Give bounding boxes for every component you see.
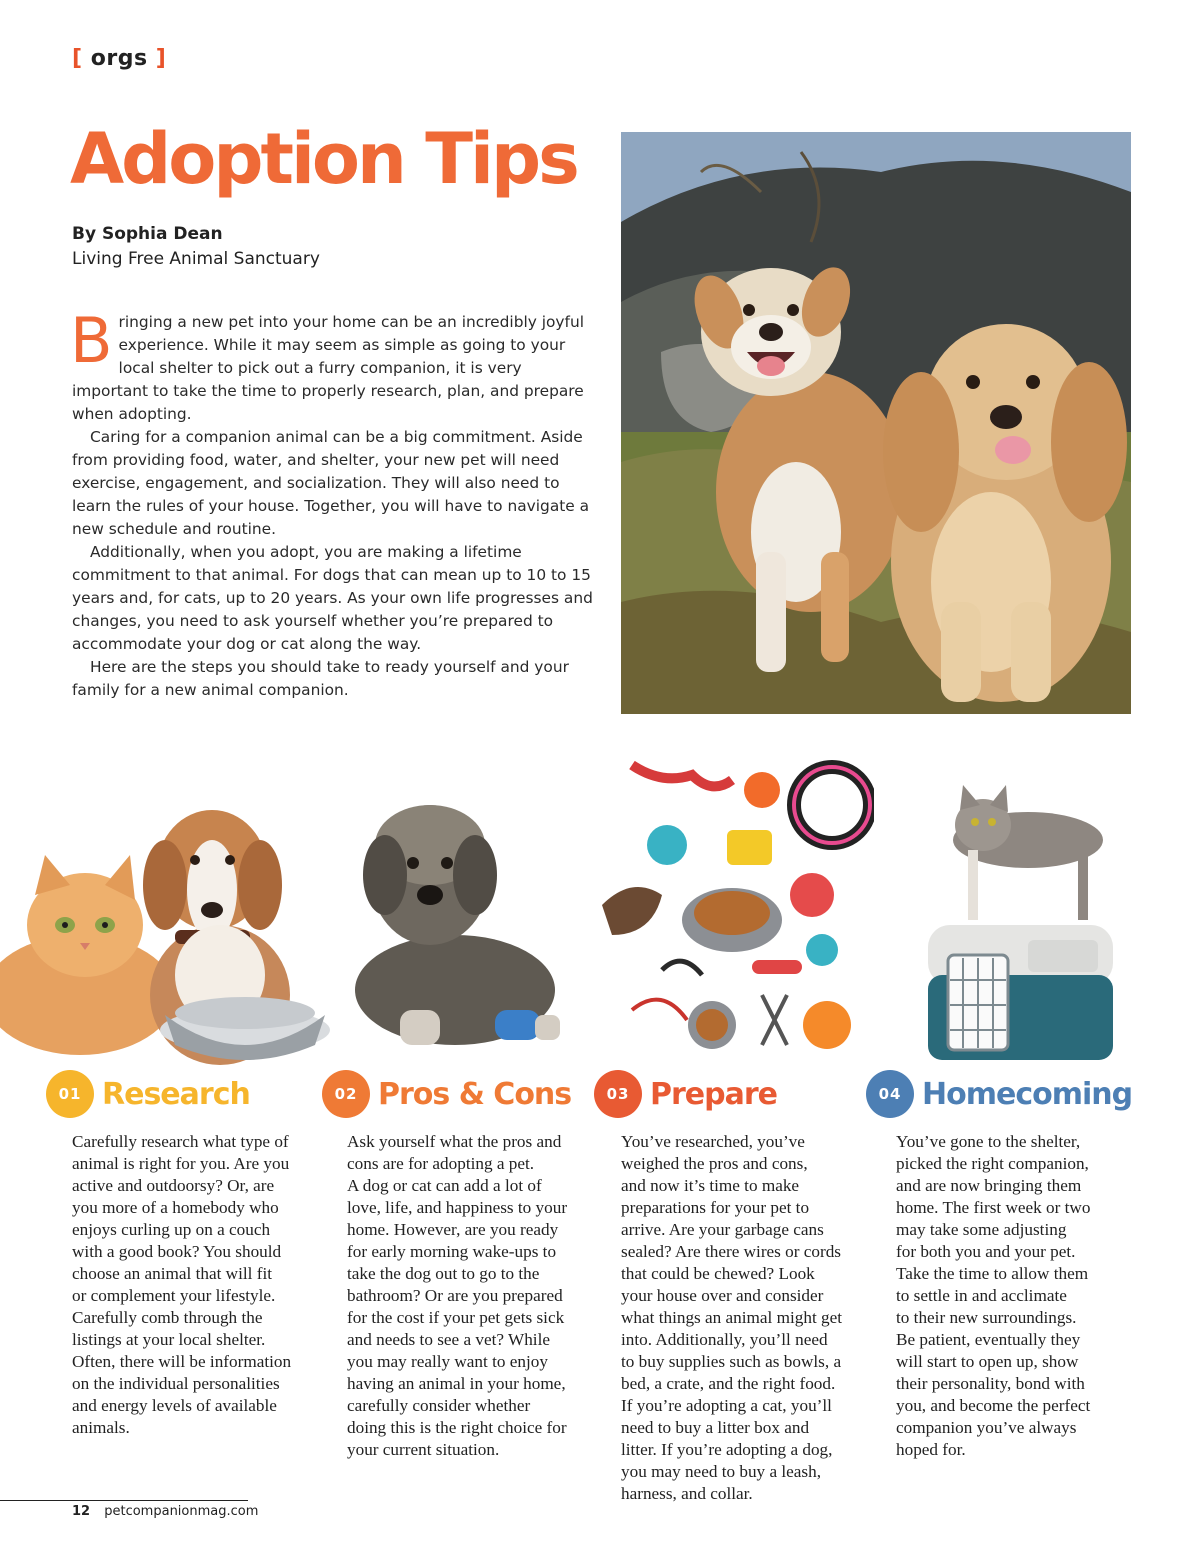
- byline: [72, 222, 320, 272]
- section-label: orgs: [90, 46, 148, 71]
- intro-paragraph-3: Additionally, when you adopt, you are making a lifetime commitment to that animal. For dogs that can mean up to 10 to 15 years and, for cats, up to 20 years. As your own life progresses and changes, you need to ask yourself whether you’re prepared to accommodate your dog or cat along the way.: [72, 543, 593, 653]
- cat-carrier-image: [918, 780, 1118, 1065]
- pet-supplies-illustration: [592, 745, 874, 1060]
- pet-supplies-image: [592, 745, 874, 1060]
- step-body-homecoming: You’ve gone to the shelter, picked the right companion, and are now bringing them home. The first week or two may take some adjusting for both you and your pet. Take the time to allow them to settle in and acclimate to their new surroundings. Be patient, eventually they will start to open up, show their personality, bond with you, and become the perfect companion you’ve always hoped for.: [896, 1132, 1091, 1459]
- intro-paragraph-1: [70, 304, 600, 426]
- intro-text: [70, 304, 600, 702]
- drop-cap: B: [70, 304, 113, 377]
- intro-paragraph-2: Caring for a companion animal can be a big commitment. Aside from providing food, water, and shelter, your new pet will need exercise, engagement, and socialization. They will also need to learn the rules of your house. Together, you will have to navigate a new schedule and routine.: [72, 428, 590, 538]
- cat-dog-bowl-image: [0, 775, 335, 1065]
- cat-on-carrier-illustration: [918, 780, 1118, 1065]
- bracket-open: [: [72, 46, 83, 71]
- two-dogs-illustration: [621, 132, 1131, 714]
- author-name: By Sophia Dean: [72, 224, 223, 244]
- scruffy-dog-illustration: [345, 775, 572, 1060]
- step-body-pros-cons: Ask yourself what the pros and cons are for adopting a pet. A dog or cat can add a lot of love, life, and happiness to your home. However, are you ready for early morning wake-ups to take the dog out to go to the bathroom? Or are you prepared for the cost if your pet gets sick and needs to see a vet? While you may really want to enjoy having an animal in your home, carefully consider whether doing this is the right choice for your current situation.: [347, 1132, 568, 1459]
- step-title: Prepare: [650, 1076, 777, 1112]
- step-number-badge: 03: [594, 1070, 642, 1118]
- intro-paragraph-4: Here are the steps you should take to ready yourself and your family for a new animal companion.: [72, 658, 569, 699]
- article-title: Adoption Tips: [70, 118, 577, 200]
- step-heading-homecoming: [866, 1068, 1132, 1120]
- step-title: Pros & Cons: [378, 1076, 572, 1112]
- step-title: Research: [102, 1076, 250, 1112]
- page-footer: [72, 1504, 258, 1519]
- cat-and-dog-illustration: [0, 775, 335, 1065]
- step-number-badge: 02: [322, 1070, 370, 1118]
- two-dogs-photo: [621, 132, 1131, 714]
- author-organization: Living Free Animal Sanctuary: [72, 249, 320, 269]
- step-number-badge: 04: [866, 1070, 914, 1118]
- step-body-prepare: You’ve researched, you’ve weighed the pros and cons, and now it’s time to make preparations for your pet to arrive. Are your garbage cans sealed? Are there wires or cords that could be chewed? Look your house over and consider what things an animal might get into. Additionally, you’ll need to buy supplies such as bowls, a bed, a crate, and the right food. If you’re adopting a cat, you’ll need to buy a litter box and litter. If you’re adopting a dog, you may need to buy a leash, harness, and collar.: [621, 1132, 843, 1503]
- step-heading-research: [46, 1068, 250, 1120]
- step-heading-pros-cons: [322, 1068, 571, 1120]
- bandaged-dog-image: [345, 775, 572, 1060]
- footer-rule: [0, 1500, 248, 1501]
- footer-site: petcompanionmag.com: [104, 1504, 259, 1519]
- intro-paragraph-1-text: ringing a new pet into your home can be an incredibly joyful experience. While it may seem as simple as going to your local shelter to pick out a furry companion, it is very important to take the time to properly research, plan, and prepare when adopting.: [72, 313, 584, 423]
- step-heading-prepare: [594, 1068, 777, 1120]
- step-body-research: Carefully research what type of animal is right for you. Are you active and outdoorsy? Or, are you more of a homebody who enjoys curling up on a couch with a good book? You should choose an animal that will fit or complement your lifestyle. Carefully comb through the listings at your local shelter. Often, there will be information on the individual personalities and energy levels of available animals.: [72, 1132, 292, 1437]
- section-tag: [72, 46, 166, 71]
- bracket-close: ]: [155, 46, 167, 71]
- step-number-badge: 01: [46, 1070, 94, 1118]
- step-title: Homecoming: [922, 1076, 1133, 1112]
- page-number: 12: [72, 1504, 91, 1519]
